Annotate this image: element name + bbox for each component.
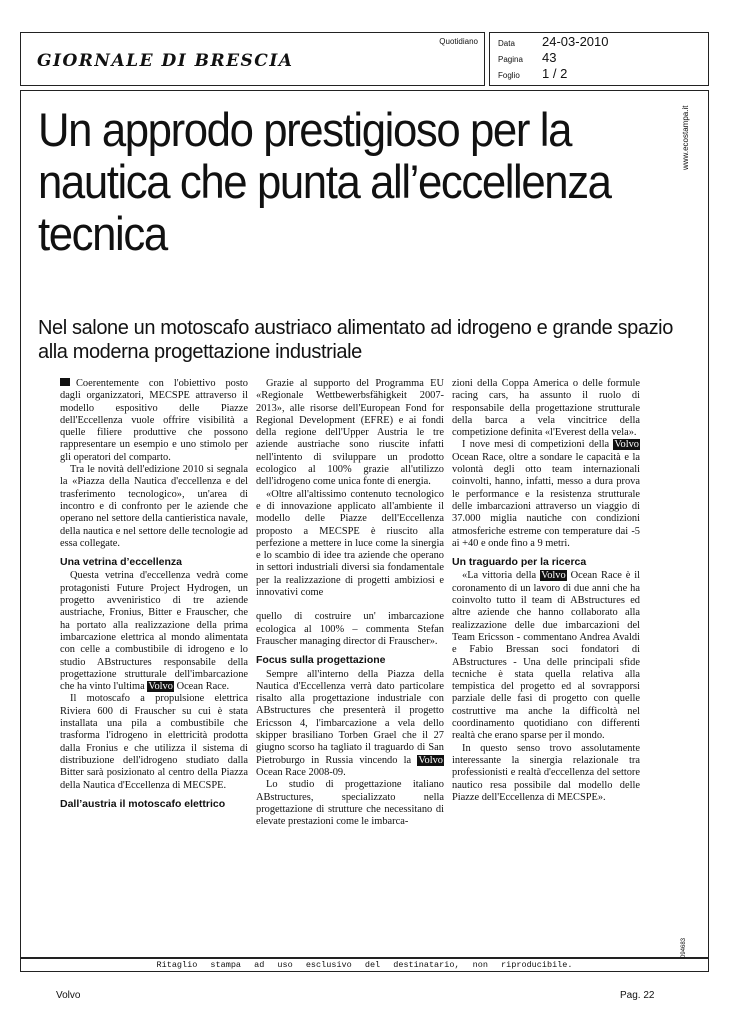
paragraph: Questa vetrina d'eccellenza vedrà come protagonisti Future Project Hydrogen, un progetto avveniristico di tre aziende austriache, Fronius, Bitter e Frauscher, che ha portato alla realizzazione della prima imbarcazione elettrica al mondo alimentata con celle a combustibile di idrogeno e lo studio ABstructures responsabile della progettazione strutturale dell'imbarcazione che ha vinto l'ultima Volvo Ocean Race. (60, 570, 248, 693)
client-name: Volvo (56, 990, 81, 1001)
newspaper-masthead: GIORNALE DI BRESCIA (37, 51, 294, 71)
highlight-keyword: Volvo (614, 439, 639, 451)
article-column-2 (256, 378, 444, 828)
highlight-keyword: Volvo (148, 681, 173, 693)
side-url: www.ecostampa.it (681, 105, 690, 170)
section-heading: Un traguardo per la ricerca (452, 556, 587, 569)
sheet-label: Foglio (498, 71, 520, 80)
paragraph: quello di costruire un' imbarcazione ecologica al 100% – commenta Stefan Frauscher managing director di Frauscher». (256, 611, 444, 647)
section-heading: Una vetrina d’eccellenza (60, 556, 182, 569)
date-label: Data (498, 39, 515, 48)
paragraph: Coerentemente con l'obiettivo posto dagli organizzatori, MECSPE attraverso il modello espositivo delle Piazze dell'Eccellenza vuole offrire visibilità a quelle filiere produttive che possono rappresentare un esempio e uno stimolo per gli operatori del comparto. (60, 378, 248, 463)
masthead-box (20, 32, 485, 86)
paragraph: «La vittoria della Volvo Ocean Race è il coronamento di un lavoro di due anni che ha coinvolto tutto il team di ABstructures ed altre aziende che hanno collaborato alla realizzazione delle due imbarcazioni del Team Ericsson - commentano Andrea Avaldi e Fabio Bressan soci fondatori di ABstructures - Una delle principali sfide tecniche è stata quella relativa alla tempistica del progetto ed al sovrapporsi parziale delle fasi di progetto con quelle costruttive ma anche la difficoltà nel coordinamento quotidiano con differenti realtà che erano sparse per il mondo. (452, 570, 640, 742)
article-subtitle: Nel salone un motoscafo austriaco alimentato ad idrogeno e grande spazio alla moderna progettazione industriale (38, 317, 673, 363)
paragraph: Lo studio di progettazione italiano ABstructures, specializzato nella progettazione di strutture che necessitano di elevate prestazioni come le imbarca- (256, 779, 444, 828)
section-heading: Focus sulla progettazione (256, 654, 386, 667)
paragraph: Il motoscafo a propulsione elettrica Riviera 600 di Frauscher su cui è stata installata una pila a combustibile che trasforma l'idrogeno in elettricità prodotta dalla Fronius e che utilizza il sistema di distribuzione dell'idrogeno studiato dalla Bitter sarà posizionato al centro della Piazza della Nautica d'Eccellenza di MECSPE. (60, 693, 248, 791)
page-value: 43 (542, 50, 557, 65)
side-code: 094683 (681, 937, 687, 958)
square-bullet-icon (60, 378, 70, 386)
publication-type: Quotidiano (439, 37, 478, 46)
paragraph: «Oltre all'altissimo contenuto tecnologico e di innovazione applicato all'ambiente il modello delle Piazze dell'Eccellenza proposto a MECSPE è riuscito alla perfezione a mettere in luce come la sinergia e lo scambio di idee tra aziende che operano in settori industriali diversi sia fondamentale per la realizzazione di progetti ambiziosi e innovativi come (256, 488, 444, 599)
page-number: Pag. 22 (620, 990, 655, 1001)
section-heading: Dall’austria il motoscafo elettrico (60, 797, 226, 810)
date-value: 24-03-2010 (542, 34, 609, 49)
sheet-value: 1 / 2 (542, 66, 568, 81)
paragraph: In questo senso trovo assolutamente interessante la sinergia relazionale tra professionisti e realtà d'eccellenza del settore nautico resa possibile dal modello delle Piazze dell'Eccellenza di MECSPE». (452, 742, 640, 803)
paragraph: zioni della Coppa America o delle formule racing cars, ha assunto il ruolo di responsabile della progettazione strutturale della barca a vela vincitrice della competizione definita «l'Everest della vela». (452, 378, 640, 439)
metadata-box (489, 32, 709, 86)
reproduction-notice: Ritaglio stampa ad uso esclusivo del destinatario, non riproducibile. (20, 958, 709, 972)
article-column-1 (60, 378, 248, 812)
highlight-keyword: Volvo (541, 570, 566, 582)
page-label: Pagina (498, 55, 523, 64)
paragraph: I nove mesi di competizioni della Volvo Ocean Race, oltre a sondare le capacità e la volontà degli otto team internazionali coinvolti, hanno, infatti, messo a dura prova le performance e la resistenza strutturale delle imbarcazioni attraverso un viaggio di 37.000 miglia nautiche con condizioni atmosferiche estreme con temperature dai -5 ai +40 e onde fino a 9 metri. (452, 439, 640, 549)
paragraph: Sempre all'interno della Piazza della Nautica d'Eccellenza verrà dato particolare risalto alla progettazione industriale con ABstructures che presenterà il progetto Ericsson 4, l'imbarcazione a vela dello skipper brasiliano Torben Grael che il 27 giugno scorso ha tagliato il traguardo di San Pietroburgo in Russia vincendo la Volvo Ocean Race 2008-09. (256, 668, 444, 778)
article-column-3 (452, 378, 640, 804)
paragraph: Grazie al supporto del Programma EU «Regionale Wettbewerbsfähigkeit 2007-2013», alle risorse dell'European Fond for Regional Development (EFRE) e ai fondi della regione dell'Upper Austria le tre aziende austriache sono riuscite infatti nell'intento di sviluppare un prodotto ecologico al 100% grazie all'utilizzo dell'idrogeno come unica fonte di energia. (256, 378, 444, 488)
highlight-keyword: Volvo (418, 754, 443, 766)
paragraph: Tra le novità dell'edizione 2010 si segnala la «Piazza della Nautica d'eccellenza e del trasferimento tecnologico», un'area di incontro e di confronto per le aziende che operano nel settore della cantieristica navale, della nautica e nel settore delle tecnologie ad essa collegate. (60, 464, 248, 549)
article-title: Un approdo prestigioso per la nautica che punta all’eccellenza tecnica (38, 103, 611, 260)
